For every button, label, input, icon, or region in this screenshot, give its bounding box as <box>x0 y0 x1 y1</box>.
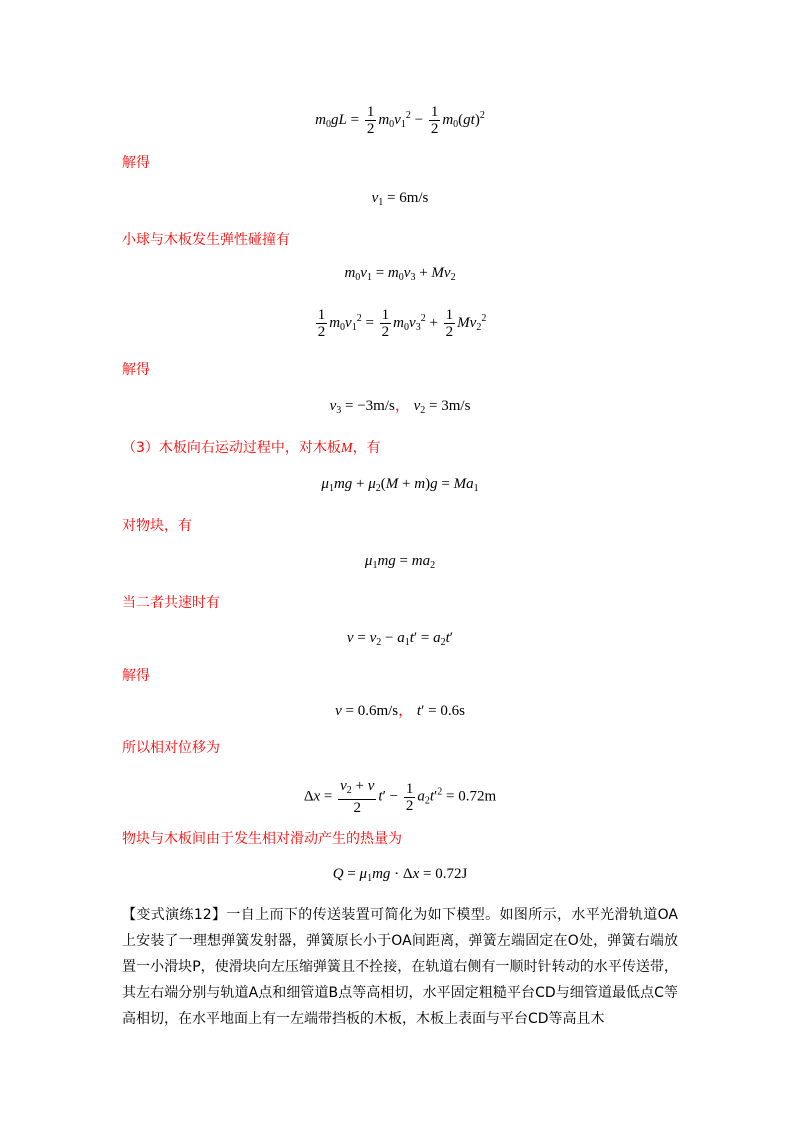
equation-momentum: $m_0v_1 = m_0v_3 + Mv_2$ <box>344 265 456 283</box>
label-common-speed: 当二者共速时有 <box>122 595 220 611</box>
equation-kinetic: $\frac{1}{2}$ $m_0v_1^2$ = $\frac{1}{2}$ $m_0v_3^2$ + $\frac{1}{2}$ $Mv_2^2$ <box>317 307 487 340</box>
equation-v1: $v_1 = 6m/s$ <box>371 190 429 208</box>
label-solve-1: 解得 <box>122 155 150 171</box>
label-solve-2: 解得 <box>122 362 150 378</box>
equation-v-t: v = 0.6m/s， t′ = 0.6s <box>335 703 465 719</box>
problem-paragraph: 【变式演练12】一自上而下的传送装置可简化为如下模型。如图所示，水平光滑轨道OA上安装了一理想弹簧发射器，弹簧原长小于OA间距离，弹簧左端固定在O处，弹簧右端放置一小滑块P，使滑块向左压缩弹簧且不拴接，在轨道右侧有一顺时针转动的水平传送带，其左右端分别与轨道A点和细管道B点等高相切，水平固定粗糙平台CD与细管道最低点C等高相切，在水平地面上有一左端带挡板的木板，木板上表面与平台CD等高且木 <box>122 907 678 1027</box>
equation-v3-v2: $v_3 = -3m/s$， $v_2 = 3m/s$ <box>329 398 471 416</box>
equation-common-speed: $v = v_2 - a_1t' = a_2t'$ <box>346 630 454 648</box>
equation-energy: $m_0gL$ = $\frac{1}{2}$ $m_0v_1^2$ − $\frac{1}{2}$ $m_0(gt)^2$ <box>315 104 485 137</box>
label-part3: （3）木板向右运动过程中，对木板M，有 <box>122 440 381 456</box>
label-block: 对物块，有 <box>122 518 192 534</box>
label-solve-3: 解得 <box>122 668 150 684</box>
label-heat: 物块与木板间由于发生相对滑动产生的热量为 <box>122 831 402 847</box>
equation-heat: $Q = \mu_1mg \cdot \Delta x = 0.72J$ <box>332 866 468 884</box>
equation-board-force: $\mu_1mg + \mu_2(M + m)g = Ma_1$ <box>321 476 479 494</box>
label-collision: 小球与木板发生弹性碰撞有 <box>122 232 290 248</box>
label-displacement: 所以相对位移为 <box>122 740 220 756</box>
equation-displacement: Δx = $\frac{v_2 + v}{2}$ t′ − $\frac{1}{2}$ $a_2t'^2 = 0.72m$ <box>303 778 497 816</box>
equation-block-force: $\mu_1mg = ma_2$ <box>364 553 436 571</box>
